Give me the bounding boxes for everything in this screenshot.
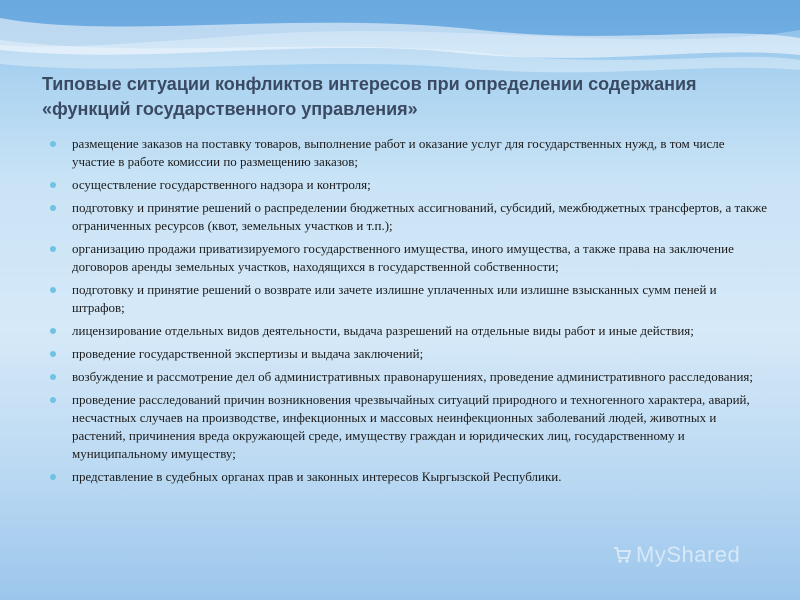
bullet-icon <box>50 141 56 147</box>
list-item-text: представление в судебных органах прав и законных интересов Кыргызской Республики. <box>72 469 562 484</box>
list-item <box>48 240 768 276</box>
bullet-icon <box>50 374 56 380</box>
list-item <box>48 199 768 235</box>
list-item-text: проведение расследований причин возникновения чрезвычайных ситуаций природного и техногенного характера, аварий, несчастных случаев на производстве, инфекционных и массовых неинфекционных заболеваний людей, животных и растений, причинения вреда окружающей среде, имуществу граждан и юридических лиц, государственному и муниципальному имуществу; <box>72 392 750 461</box>
bullet-icon <box>50 287 56 293</box>
decorative-waves <box>0 0 800 80</box>
list-item-text: подготовку и принятие решений о возврате или зачете излишне уплаченных или излишне взысканных сумм пеней и штрафов; <box>72 282 717 315</box>
list-item <box>48 468 768 486</box>
cart-icon <box>612 545 632 565</box>
list-item-text: лицензирование отдельных видов деятельности, выдача разрешений на отдельные виды работ и иные действия; <box>72 323 694 338</box>
list-item-text: осуществление государственного надзора и контроля; <box>72 177 371 192</box>
list-item-text: возбуждение и рассмотрение дел об административных правонарушениях, проведение административного расследования; <box>72 369 753 384</box>
list-item <box>48 281 768 317</box>
list-item <box>48 322 768 340</box>
slide-title-line-1: Типовые ситуации конфликтов интересов при определении содержания <box>42 74 697 94</box>
slide-title <box>42 72 782 122</box>
bullet-icon <box>50 182 56 188</box>
watermark-text: MyShared <box>636 542 741 567</box>
bullet-icon <box>50 328 56 334</box>
bullet-icon <box>50 246 56 252</box>
list-item-text: проведение государственной экспертизы и выдача заключений; <box>72 346 424 361</box>
bullet-list <box>48 135 768 491</box>
list-item-text: размещение заказов на поставку товаров, выполнение работ и оказание услуг для государственных нужд, в том числе участие в работе комиссии по размещению заказов; <box>72 136 725 169</box>
list-item-text: подготовку и принятие решений о распределении бюджетных ассигнований, субсидий, межбюджетных трансфертов, а также ограниченных ресурсов (квот, земельных участков и т.п.); <box>72 200 767 233</box>
list-item <box>48 368 768 386</box>
bullet-icon <box>50 205 56 211</box>
list-item <box>48 135 768 171</box>
bullet-icon <box>50 351 56 357</box>
list-item <box>48 345 768 363</box>
slide-title-line-2: «функций государственного управления» <box>42 99 418 119</box>
list-item <box>48 391 768 463</box>
bullet-icon <box>50 397 56 403</box>
list-item-text: организацию продажи приватизируемого государственного имущества, иного имущества, а также права на заключение договоров аренды земельных участков, находящихся в государственной собственности; <box>72 241 734 274</box>
watermark <box>612 542 740 568</box>
list-item <box>48 176 768 194</box>
bullet-icon <box>50 474 56 480</box>
